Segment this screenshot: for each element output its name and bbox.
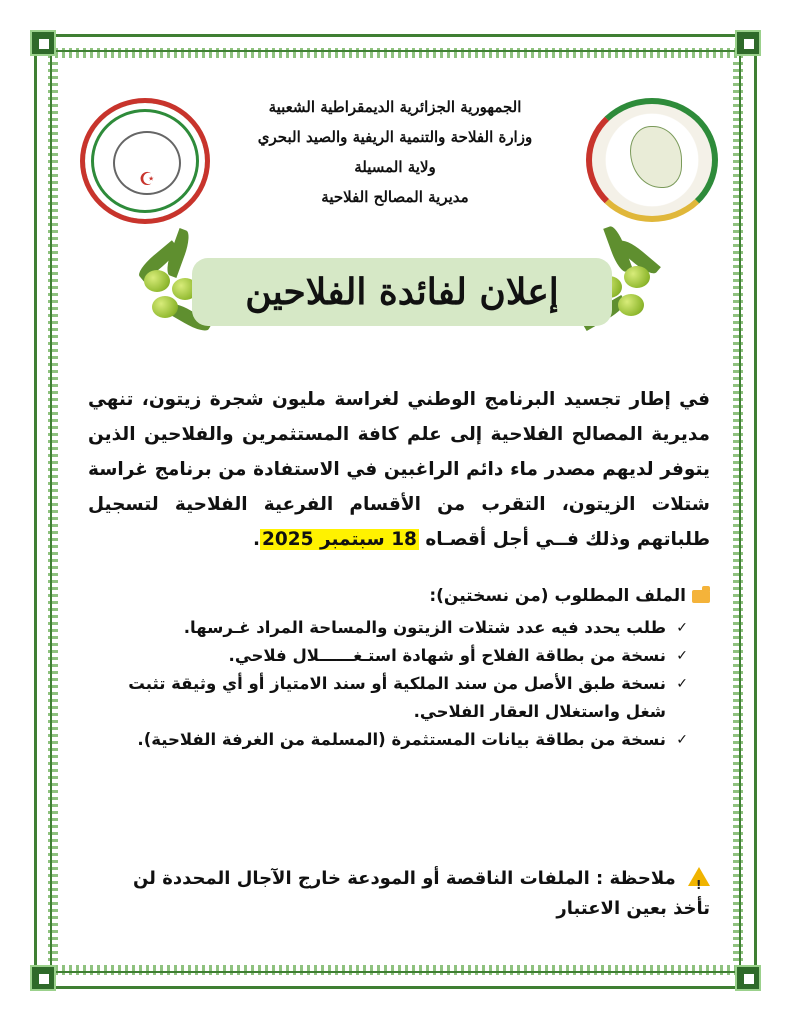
list-item: ✓ طلب يحدد فيه عدد شتلات الزيتون والمساحة المراد غـرسها. — [88, 614, 688, 642]
province-map-icon — [630, 126, 682, 188]
header-province: ولاية المسيلة — [354, 158, 436, 176]
frame-corner-ornament — [30, 965, 56, 991]
official-header — [230, 92, 560, 212]
announcement-body — [88, 382, 710, 557]
warning-icon — [688, 867, 710, 886]
list-item: ✓ نسخة من بطاقة بيانات المستثمرة (المسلمة من الغرفة الفلاحية). — [88, 726, 688, 754]
requirements-list — [88, 614, 688, 754]
note-block — [120, 864, 710, 924]
frame-corner-ornament — [30, 30, 56, 56]
note-text: الملفات الناقصة أو المودعة خارج الآجال المحددة لن تأخذ بعين الاعتبار — [132, 868, 710, 919]
body-paragraph: في إطار تجسيد البرنامج الوطني لغراسة مليون شجرة زيتون، تنهي مديرية المصالح الفلاحية إلى علم كافة المستثمرين والفلاحين الذين يتوفر لديهم مصدر ماء دائم الراغبين في الاستفادة من برنامج غراسة شتلات الزيتون، التقرب من الأقسام الفرعية الفلاحية لتسجيل طلباتهم وذلك فــي أجل أقصـاه — [88, 389, 710, 550]
announcement-title: إعلان لفائدة الفلاحين — [245, 271, 559, 313]
body-end: . — [253, 529, 261, 550]
header-directorate: مديرية المصالح الفلاحية — [321, 188, 469, 206]
note-label: ملاحظة : — [596, 868, 676, 889]
frame-corner-ornament — [735, 30, 761, 56]
folder-icon — [692, 590, 710, 603]
header-republic: الجمهورية الجزائرية الديمقراطية الشعبية — [268, 98, 522, 116]
header-ministry: وزارة الفلاحة والتنمية الريفية والصيد البحري — [257, 128, 533, 146]
deadline-highlight: 18 سبتمبر 2025 — [262, 529, 417, 550]
crescent-star-icon: ☪ — [139, 169, 156, 190]
required-file-heading — [88, 586, 710, 606]
directorate-logo — [586, 98, 718, 222]
required-file-title: الملف المطلوب (من نسختين): — [429, 586, 686, 606]
list-item: ✓ نسخة طبق الأصل من سند الملكية أو سند الامتياز أو أي وثيقة تثبت شغل واستغلال العقار الفلاحي. — [88, 670, 688, 726]
frame-corner-ornament — [735, 965, 761, 991]
ministry-seal-logo — [80, 98, 210, 224]
list-item: ✓ نسخة من بطاقة الفلاح أو شهادة استـغــــــلال فلاحي. — [88, 642, 688, 670]
